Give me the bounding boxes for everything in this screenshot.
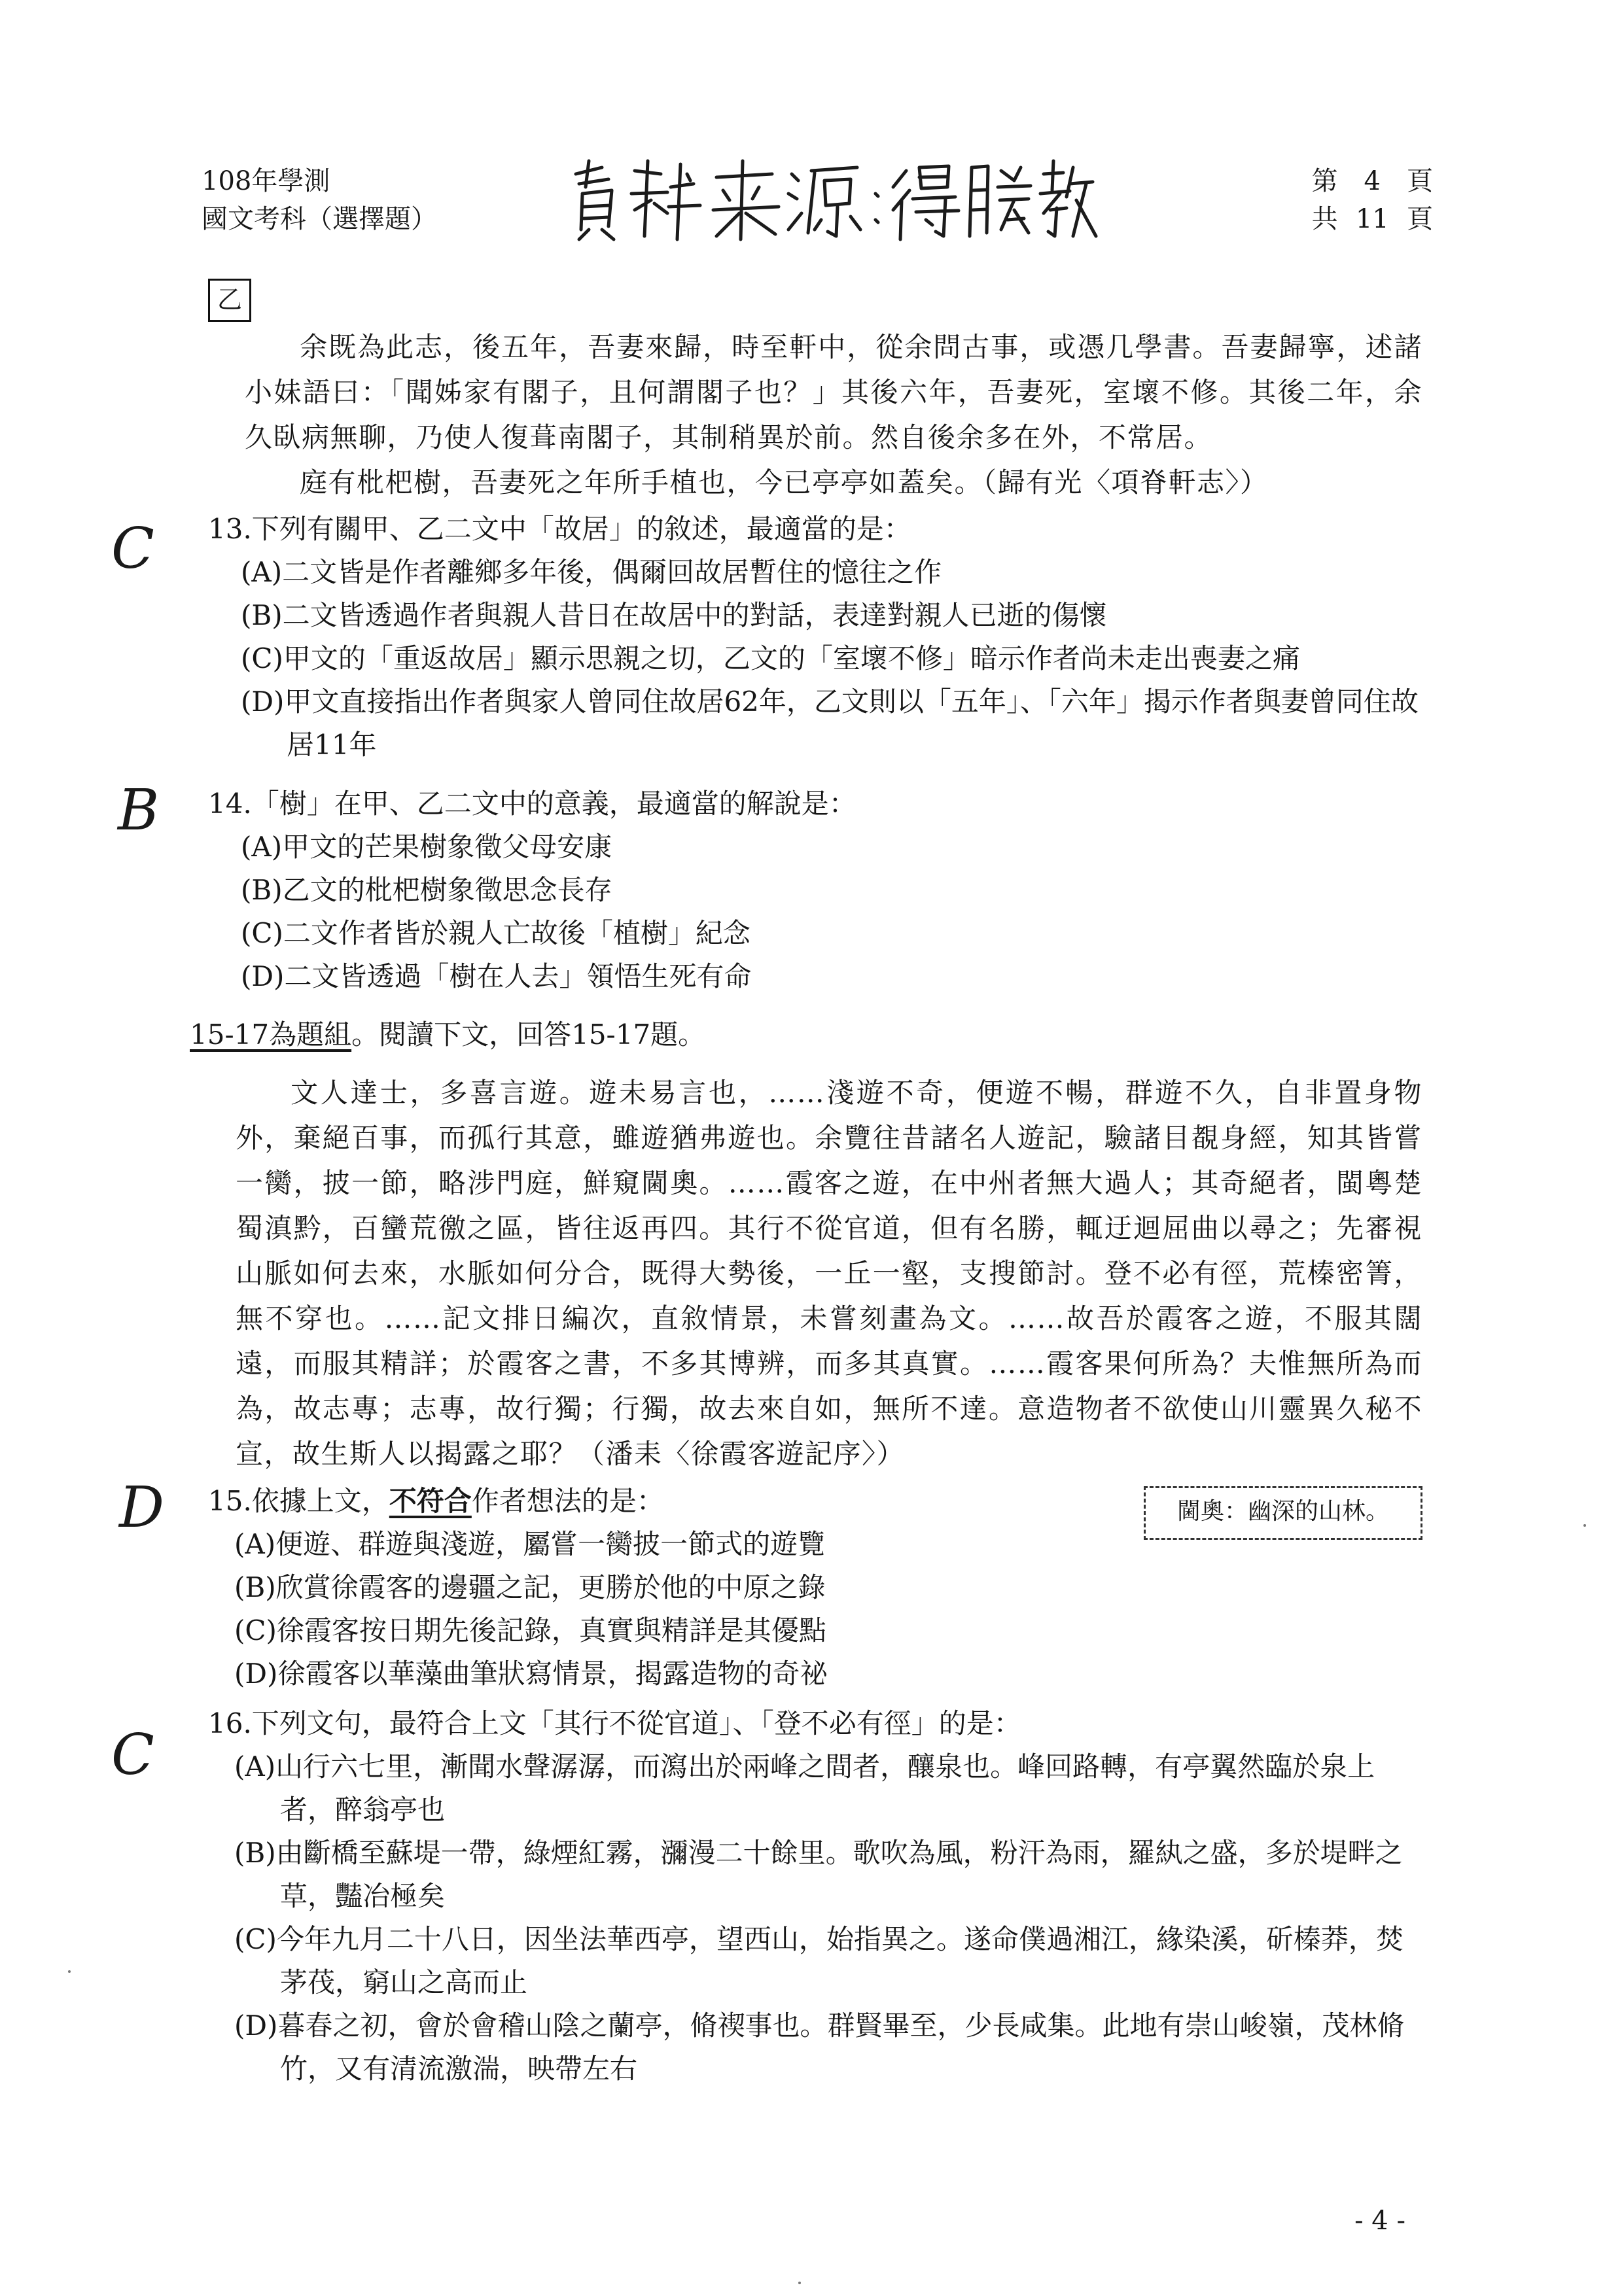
exam-subject: 國文考科（選擇題） — [202, 204, 437, 234]
question-14-option-c: (C)二文作者皆於親人亡故後「植樹」紀念 — [241, 917, 750, 949]
passage-yi-para1: 余既為此志，後五年，吾妻來歸，時至軒中，從余問古事，或憑几學書。吾妻歸寧，述諸小妹語曰：「聞姊家有閣子，且何謂閣子也？」其後六年，吾妻死，室壞不修。其後二年，余久臥病無聊，乃使人復葺南閣子，其制稍異於前。然自後余多在外，不常居。 — [245, 331, 1422, 453]
exam-header-left — [202, 162, 437, 238]
question-16-stem: 16.下列文句，最符合上文「其行不從官道」、「登不必有徑」的是： — [208, 1707, 1021, 1739]
question-15-option-d: (D)徐霞客以華藻曲筆狀寫情景，揭露造物的奇祕 — [234, 1658, 828, 1690]
question-13-option-c: (C)甲文的「重返故居」顯示思親之切，乙文的「室壞不修」暗示作者尚未走出喪妻之痛 — [241, 642, 1300, 674]
question-14-stem: 14.「樹」在甲、乙二文中的意義，最適當的解說是： — [208, 788, 856, 820]
passage-yi-para2: 庭有枇杷樹，吾妻死之年所手植也，今已亭亭如蓋矣。（歸有光〈項脊軒志〉） — [300, 466, 1269, 498]
question-group-instruction: 。閱讀下文，回答15-17題。 — [351, 1018, 706, 1051]
page-no: 4 — [1364, 166, 1381, 196]
question-15-stem-prefix: 15.依據上文， — [208, 1485, 389, 1517]
question-13 — [208, 508, 1438, 767]
question-15-option-c: (C)徐霞客按日期先後記錄，真實與精詳是其優點 — [234, 1614, 826, 1646]
question-16-option-a: (A)山行六七里，漸聞水聲潺潺，而瀉出於兩峰之間者，釀泉也。峰回路轉，有亭翼然臨於泉上者，醉翁亭也 — [234, 1750, 1375, 1826]
scan-speck — [68, 1970, 71, 1973]
question-group-range: 15-17為題組 — [190, 1018, 352, 1051]
question-14-option-a: (A)甲文的芒果樹象徵父母安康 — [241, 831, 612, 863]
page-indicator — [1312, 162, 1433, 200]
question-13-option-b: (B)二文皆透過作者與親人昔日在故居中的對話，表達對親人已逝的傷懷 — [241, 599, 1107, 631]
scan-speck — [798, 2282, 801, 2284]
question-16-option-d: (D)暮春之初，會於會稽山陰之蘭亭，脩禊事也。群賢畢至，少長咸集。此地有崇山峻嶺，茂林脩竹，又有清流激湍，映帶左右 — [234, 2009, 1405, 2085]
handwritten-answer-q15: D — [119, 1475, 164, 1540]
question-15-stem — [208, 1480, 1137, 1523]
question-13-option-a: (A)二文皆是作者離鄉多年後，偶爾回故居暫住的憶往之作 — [241, 556, 942, 588]
question-15-option-a: (A)便遊、群遊與淺遊，屬嘗一臠披一節式的遊覽 — [234, 1528, 826, 1560]
question-16-option-c: (C)今年九月二十八日，因坐法華西亭，望西山，始指異之。遂命僕過湘江，緣染溪，斫榛莽，焚茅茷，窮山之高而止 — [234, 1923, 1403, 1998]
vocabulary-note: 閫奧：幽深的山林。 — [1144, 1486, 1422, 1540]
question-15-stem-suffix: 作者想法的是： — [471, 1485, 664, 1517]
exam-header-right — [1312, 162, 1433, 238]
handwritten-answer-q16: C — [111, 1722, 154, 1788]
question-15 — [208, 1480, 1137, 1696]
question-15-stem-emphasis: 不符合 — [389, 1485, 472, 1517]
question-13-option-d: (D)甲文直接指出作者與家人曾同住故居62年，乙文則以「五年」、「六年」揭示作者與妻曾同住故居11年 — [241, 686, 1419, 761]
page-number: - 4 - — [1354, 2206, 1405, 2236]
question-group-label — [190, 1015, 705, 1054]
page-label-prefix: 第 — [1311, 166, 1338, 196]
question-15-option-b: (B)欣賞徐霞客的邊疆之記，更勝於他的中原之錄 — [234, 1571, 826, 1603]
question-14-option-d: (D)二文皆透過「樹在人去」領悟生死有命 — [241, 960, 752, 992]
handwritten-answer-q14: B — [118, 778, 160, 843]
question-16 — [208, 1702, 1425, 2091]
handwritten-answer-q13: C — [111, 516, 154, 582]
question-13-stem: 13.下列有關甲、乙二文中「故居」的敘述，最適當的是： — [208, 513, 911, 545]
handwritten-title — [563, 148, 1099, 246]
question-16-option-b: (B)由斷橋至蘇堤一帶，綠煙紅霧，瀰漫二十餘里。歌吹為風，粉汗為雨，羅紈之盛，多於堤畔之草，豔冶極矣 — [234, 1837, 1403, 1912]
exam-year: 108年學測 — [202, 166, 330, 196]
total-pages-indicator — [1312, 200, 1433, 238]
passage-yi — [245, 324, 1422, 505]
total-label-prefix: 共 — [1311, 204, 1338, 234]
section-mark-box: 乙 — [208, 279, 251, 322]
question-14 — [208, 782, 1438, 998]
scan-speck — [1583, 1524, 1586, 1527]
passage-xu-text: 文人達士，多喜言遊。遊未易言也，……淺遊不奇，便遊不暢，群遊不久，自非置身物外，棄絕百事，而孤行其意，雖遊猶弗遊也。余覽往昔諸名人遊記，驗諸目覩身經，知其皆嘗一臠，披一節，略涉門庭，鮮窺閫奧。……霞客之遊，在中州者無大過人；其奇絕者，閩粵楚蜀滇黔，百蠻荒徼之區，皆往返再四。其行不從官道，但有名勝，輒迂迴屈曲以尋之；先審視山脈如何去來，水脈如何分合，既得大勢後，一丘一壑，支搜節討。登不必有徑，荒榛密箐，無不穿也。……記文排日編次，直敘情景，未嘗刻畫為文。……故吾於霞客之遊，不服其闊遠，而服其精詳；於霞客之書，不多其博辨，而多其真實。……霞客果何所為？夫惟無所為而為，故志專；志專，故行獨；行獨，故去來自如，無所不達。意造物者不欲使山川靈異久秘不宣，故生斯人以揭露之耶？（潘耒〈徐霞客遊記序〉） — [236, 1077, 1422, 1470]
total-pages: 11 — [1355, 204, 1389, 234]
passage-xu — [236, 1070, 1422, 1476]
question-14-option-b: (B)乙文的枇杷樹象徵思念長存 — [241, 874, 612, 906]
page-label-suffix: 頁 — [1407, 166, 1433, 196]
total-label-suffix: 頁 — [1407, 204, 1433, 234]
